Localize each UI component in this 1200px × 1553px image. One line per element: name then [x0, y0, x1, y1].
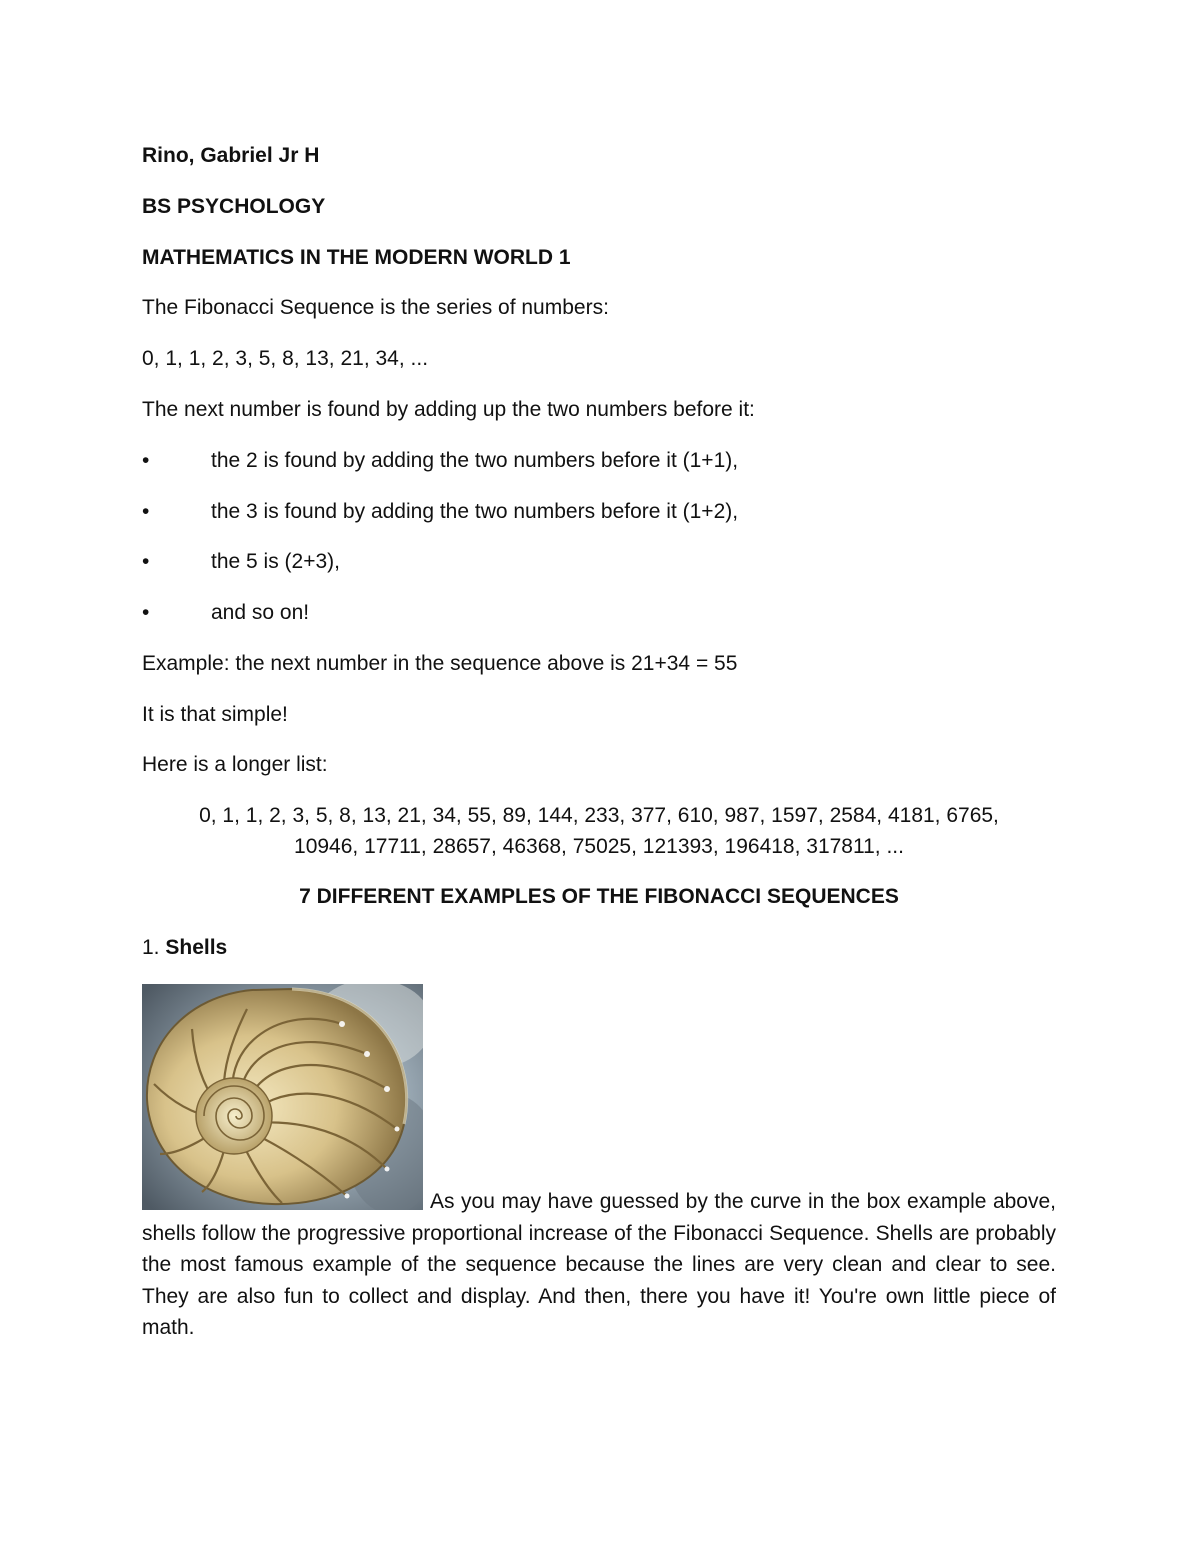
bullet-marker: • — [142, 500, 150, 523]
bullet-text: the 5 is (2+3), — [211, 550, 340, 573]
nautilus-shell-image — [142, 984, 423, 1210]
subject-title: MATHEMATICS IN THE MODERN WORLD 1 — [142, 246, 571, 269]
nautilus-shell-icon — [142, 984, 423, 1210]
example-number: 1. — [142, 936, 160, 959]
course-name: BS PSYCHOLOGY — [142, 195, 326, 218]
example-title: Shells — [165, 936, 228, 959]
short-sequence: 0, 1, 1, 2, 3, 5, 8, 13, 21, 34, ... — [142, 347, 429, 370]
definition-text: The Fibonacci Sequence is the series of numbers: — [142, 296, 609, 319]
bullet-text: the 3 is found by adding the two numbers before it (1+2), — [211, 500, 739, 523]
bullet-marker: • — [142, 601, 150, 624]
bullet-marker: • — [142, 449, 150, 472]
bullet-text: the 2 is found by adding the two numbers before it (1+1), — [211, 449, 739, 472]
example-text: Example: the next number in the sequence above is 21+34 = 55 — [142, 652, 738, 675]
simple-text: It is that simple! — [142, 703, 288, 726]
bullet-text: and so on! — [211, 601, 310, 624]
section-title: 7 DIFFERENT EXAMPLES OF THE FIBONACCI SEQUENCES — [299, 885, 899, 908]
bullet-marker: • — [142, 550, 150, 573]
long-sequence-line-2: 10946, 17711, 28657, 46368, 75025, 121393, 196418, 317811, ... — [294, 835, 904, 858]
example-heading — [142, 935, 227, 961]
author-name: Rino, Gabriel Jr H — [142, 144, 320, 167]
shell-description: As you may have guessed by the curve in the box example above, shells follow the progressive proportional increase of the Fibonacci Sequence. Shells are probably the most famous example of the sequence because the lines are very clean and clear to see. They are also fun to collect and display. And then, there you have it! You're own little piece of math. — [142, 1190, 1056, 1339]
long-sequence-line-1: 0, 1, 1, 2, 3, 5, 8, 13, 21, 34, 55, 89, 144, 233, 377, 610, 987, 1597, 2584, 4181, 6765, — [199, 804, 999, 827]
rule-text: The next number is found by adding up the two numbers before it: — [142, 398, 755, 421]
longer-list-label: Here is a longer list: — [142, 753, 328, 776]
